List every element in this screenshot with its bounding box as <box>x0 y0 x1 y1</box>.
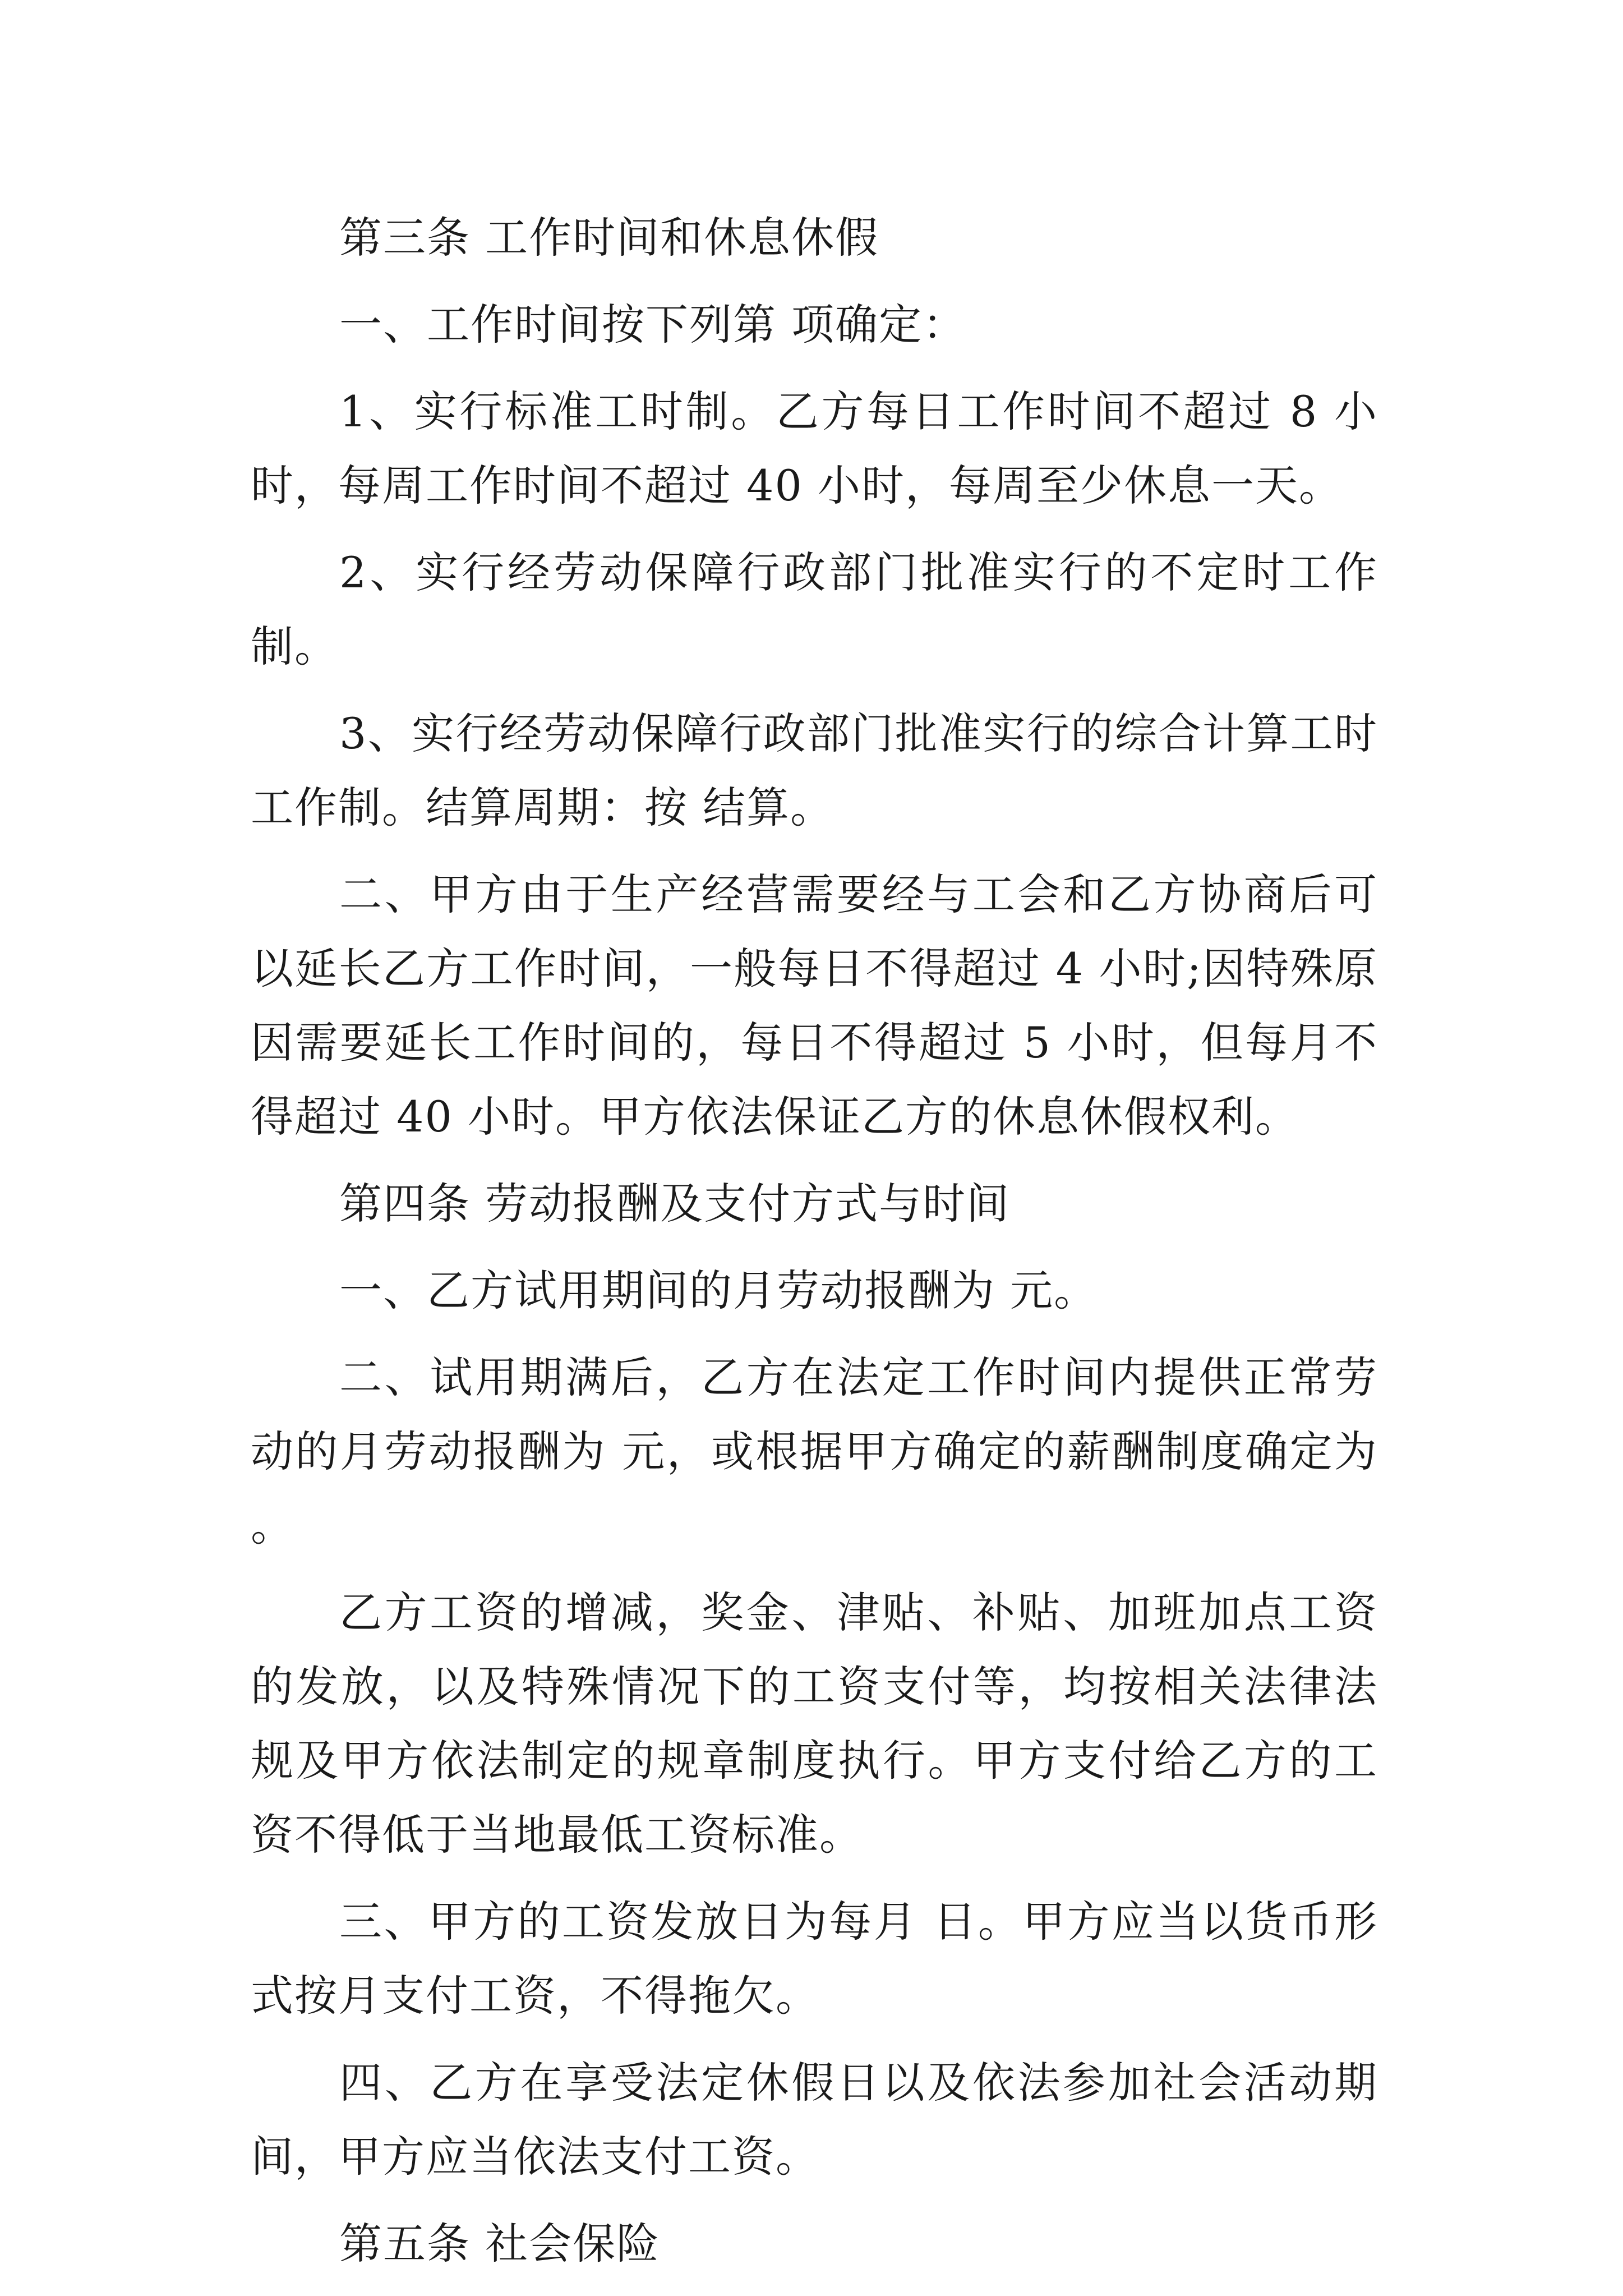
article-3-clause-2: 二、甲方由于生产经营需要经与工会和乙方协商后可以延长乙方工作时间，一般每日不得超过 4 小时;因特殊原因需要延长工作时间的，每日不得超过 5 小时，但每月不得超过 40 小时。甲方依法保证乙方的休息休假权利。 <box>251 869 1378 1142</box>
article-3-item-2: 2、实行经劳动保障行政部门批准实行的不定时工作制。 <box>251 547 1378 671</box>
article-4-clause-1: 一、乙方试用期间的月劳动报酬为 元。 <box>339 1266 1098 1315</box>
article-5-heading: 第五条 社会保险 <box>339 2219 661 2269</box>
article-4-clause-2: 二、试用期满后，乙方在法定工作时间内提供正常劳动的月劳动报酬为 元，或根据甲方确定的薪酬制度确定为 。 <box>251 1352 1378 1550</box>
article-3-item-3: 3、实行经劳动保障行政部门批准实行的综合计算工时工作制。结算周期：按 结算。 <box>251 708 1378 832</box>
article-4-wage-paragraph: 乙方工资的增减，奖金、津贴、补贴、加班加点工资的发放，以及特殊情况下的工资支付等，均按相关法律法规及甲方依法制定的规章制度执行。甲方支付给乙方的工资不得低于当地最低工资标准。 <box>251 1588 1378 1860</box>
article-3-item-1: 1、实行标准工时制。乙方每日工作时间不超过 8 小时，每周工作时间不超过 40 小时，每周至少休息一天。 <box>251 386 1378 510</box>
document-body <box>251 201 1378 2294</box>
article-4-clause-4: 四、乙方在享受法定休假日以及依法参加社会活动期间，甲方应当依法支付工资。 <box>251 2058 1378 2182</box>
article-3-clause-1: 一、工作时间按下列第 项确定： <box>339 300 967 349</box>
article-3-heading: 第三条 工作时间和休息休假 <box>339 213 879 263</box>
article-4-clause-3: 三、甲方的工资发放日为每月 日。甲方应当以货币形式按月支付工资，不得拖欠。 <box>251 1897 1378 2021</box>
article-4-heading: 第四条 劳动报酬及支付方式与时间 <box>339 1179 1011 1228</box>
